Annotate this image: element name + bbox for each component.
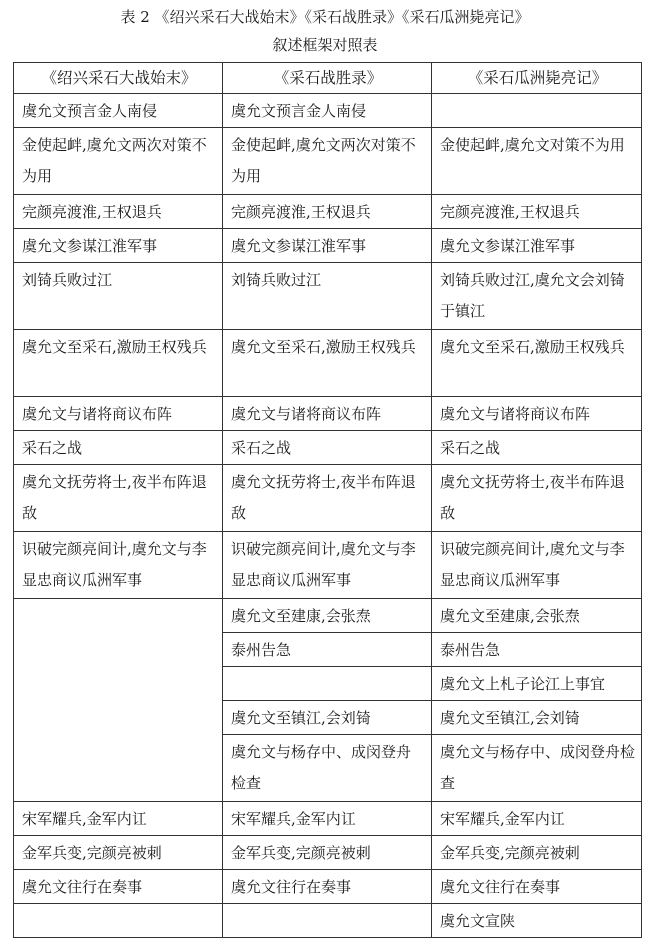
cell: 金使起衅,虞允文对策不为用 xyxy=(432,128,642,195)
cell: 刘锜兵败过江 xyxy=(14,263,223,330)
cell: 虞允文宣陕 xyxy=(432,904,642,938)
cell: 识破完颜亮间计,虞允文与李显忠商议瓜洲军事 xyxy=(14,532,223,599)
cell: 虞允文往行在奏事 xyxy=(432,870,642,904)
cell: 金军兵变,完颜亮被刺 xyxy=(223,836,432,870)
cell: 完颜亮渡淮,王权退兵 xyxy=(14,195,223,229)
cell: 识破完颜亮间计,虞允文与李显忠商议瓜洲军事 xyxy=(223,532,432,599)
cell: 泰州告急 xyxy=(223,633,432,667)
cell: 宋军耀兵,金军内讧 xyxy=(14,802,223,836)
table-caption-line2: 叙述框架对照表 xyxy=(272,36,378,54)
cell-empty-merged xyxy=(14,599,223,802)
cell: 虞允文至采石,激励王权残兵 xyxy=(223,330,432,397)
table-row xyxy=(14,532,642,599)
cell: 虞允文与杨存中、成闵登舟检查 xyxy=(223,735,432,802)
cell: 虞允文与杨存中、成闵登舟检查 xyxy=(432,735,642,802)
table-row xyxy=(14,397,642,431)
cell: 虞允文往行在奏事 xyxy=(14,870,223,904)
table-row xyxy=(14,904,642,938)
cell: 虞允文预言金人南侵 xyxy=(223,94,432,128)
cell: 虞允文至建康,会张焘 xyxy=(223,599,432,633)
header-shixing-shimo: 《绍兴采石大战始末》 xyxy=(14,63,223,94)
header-row xyxy=(14,63,642,94)
cell: 宋军耀兵,金军内讧 xyxy=(432,802,642,836)
cell: 金军兵变,完颜亮被刺 xyxy=(432,836,642,870)
table-row xyxy=(14,195,642,229)
cell: 虞允文至采石,激励王权残兵 xyxy=(432,330,642,397)
cell: 识破完颜亮间计,虞允文与李显忠商议瓜洲军事 xyxy=(432,532,642,599)
cell xyxy=(432,94,642,128)
cell: 虞允文抚劳将士,夜半布阵退敌 xyxy=(223,465,432,532)
cell: 虞允文往行在奏事 xyxy=(223,870,432,904)
cell: 宋军耀兵,金军内讧 xyxy=(223,802,432,836)
cell: 虞允文预言金人南侵 xyxy=(14,94,223,128)
cell: 虞允文抚劳将士,夜半布阵退敌 xyxy=(432,465,642,532)
cell: 金军兵变,完颜亮被刺 xyxy=(14,836,223,870)
table-row xyxy=(14,128,642,195)
cell: 采石之战 xyxy=(223,431,432,465)
cell: 采石之战 xyxy=(14,431,223,465)
comparison-table xyxy=(13,62,642,938)
table-caption-line1: 表 2 《绍兴采石大战始末》《采石战胜录》《采石瓜洲毙亮记》 xyxy=(120,8,530,26)
header-zhansheng-lu: 《采石战胜录》 xyxy=(223,63,432,94)
cell: 完颜亮渡淮,王权退兵 xyxy=(223,195,432,229)
cell xyxy=(14,904,223,938)
cell: 采石之战 xyxy=(432,431,642,465)
cell: 虞允文参谋江淮军事 xyxy=(223,229,432,263)
cell: 虞允文参谋江淮军事 xyxy=(14,229,223,263)
cell xyxy=(223,904,432,938)
cell: 金使起衅,虞允文两次对策不为用 xyxy=(223,128,432,195)
table-row xyxy=(14,870,642,904)
cell: 刘锜兵败过江,虞允文会刘锜于镇江 xyxy=(432,263,642,330)
cell: 虞允文至镇江,会刘锜 xyxy=(223,701,432,735)
cell: 虞允文与诸将商议布阵 xyxy=(432,397,642,431)
table-row xyxy=(14,802,642,836)
table-row xyxy=(14,836,642,870)
cell: 虞允文抚劳将士,夜半布阵退敌 xyxy=(14,465,223,532)
cell: 虞允文至镇江,会刘锜 xyxy=(432,701,642,735)
table-row xyxy=(14,330,642,397)
cell: 金使起衅,虞允文两次对策不为用 xyxy=(14,128,223,195)
cell: 泰州告急 xyxy=(432,633,642,667)
table-row xyxy=(14,465,642,532)
cell: 虞允文上札子论江上事宜 xyxy=(432,667,642,701)
cell: 刘锜兵败过江 xyxy=(223,263,432,330)
header-bi-liang-ji: 《采石瓜洲毙亮记》 xyxy=(432,63,642,94)
cell: 完颜亮渡淮,王权退兵 xyxy=(432,195,642,229)
cell: 虞允文参谋江淮军事 xyxy=(432,229,642,263)
cell: 虞允文与诸将商议布阵 xyxy=(14,397,223,431)
table-row xyxy=(14,229,642,263)
table-row xyxy=(14,599,642,633)
table-row xyxy=(14,431,642,465)
cell xyxy=(223,667,432,701)
cell: 虞允文与诸将商议布阵 xyxy=(223,397,432,431)
table-row xyxy=(14,94,642,128)
cell: 虞允文至采石,激励王权残兵 xyxy=(14,330,223,397)
cell: 虞允文至建康,会张焘 xyxy=(432,599,642,633)
table-row xyxy=(14,263,642,330)
